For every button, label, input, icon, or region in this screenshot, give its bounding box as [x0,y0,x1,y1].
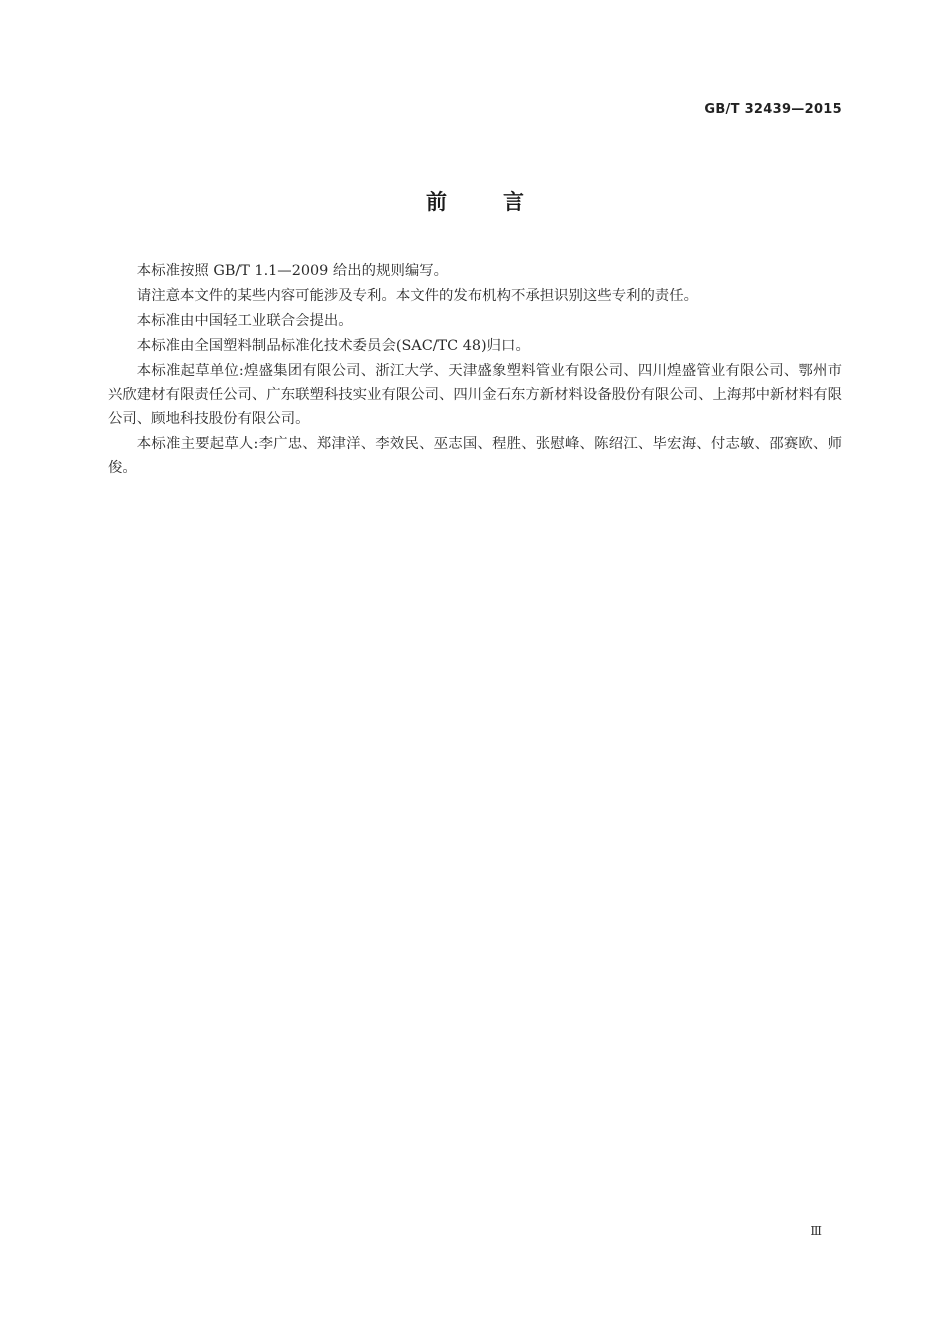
paragraph-patent-notice: 请注意本文件的某些内容可能涉及专利。本文件的发布机构不承担识别这些专利的责任。 [136,288,699,304]
paragraph-drafters: 本标准主要起草人:李广忠、郑津洋、李效民、巫志国、程胜、张慰峰、陈绍江、毕宏海、付志敏、邵赛欧、师俊。 [108,436,842,476]
paragraph-proposer: 本标准由中国轻工业联合会提出。 [136,313,353,329]
page-title: 前言 [426,190,580,214]
page-number: Ⅲ [810,1224,822,1238]
standard-code: GB/T 32439—2015 [704,102,842,117]
paragraph-drafting-rules: 本标准按照 GB/T 1.1—2009 给出的规则编写。 [136,263,449,279]
paragraph-drafting-units: 本标准起草单位:煌盛集团有限公司、浙江大学、天津盛象塑料管业有限公司、四川煌盛管业有限公司、鄂州市兴欣建材有限责任公司、广东联塑科技实业有限公司、四川金石东方新材料设备股份有限公司、上海邦中新材料有限公司、顾地科技股份有限公司。 [108,363,842,427]
foreword-body [108,259,842,481]
paragraph-committee: 本标准由全国塑料制品标准化技术委员会(SAC/TC 48)归口。 [136,338,530,354]
